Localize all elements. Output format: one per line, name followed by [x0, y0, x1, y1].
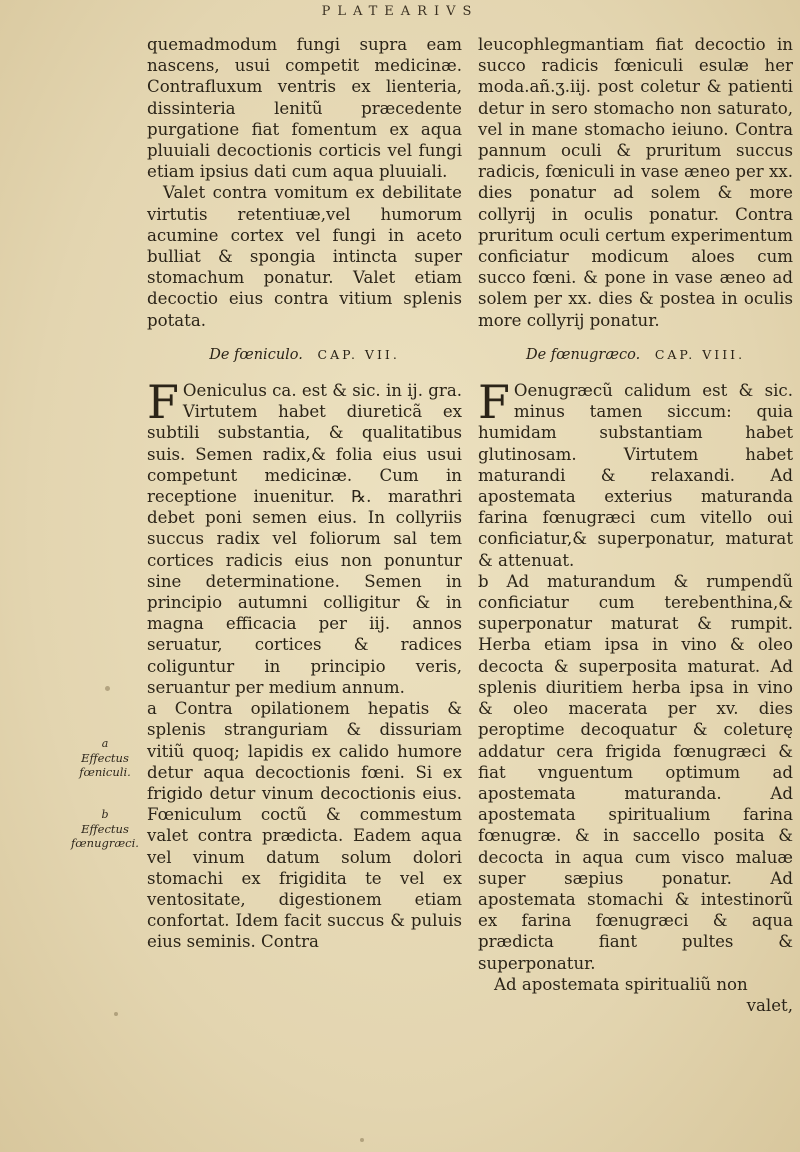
right-paragraph-2	[478, 375, 793, 571]
chapter-heading-fœniculo	[147, 344, 462, 366]
left-column	[147, 34, 462, 953]
right-column	[478, 34, 793, 1016]
marginal-letter: a	[101, 737, 109, 750]
catchword: valet,	[746, 995, 793, 1015]
left-paragraph-3	[147, 375, 462, 698]
right-paragraph-3: b Ad maturandum & rumpendũ conficiatur cum terebenthina,& superponatur maturat & rumpit. Herba etiam ipsa in vino & oleo decocta & superposita maturat. Ad splenis diuritiem herba ipsa in vino & oleo macerata per xv. dies peroptime decoquatur & coleturę addatur cera frigida fœnugræci & fiat vnguentum optimum ad apostemata maturanda. Ad apostemata spiritualium farina fœnugræ. & in saccello posita & decocta in aqua cum visco maluæ super sæpius ponatur. Ad apostemata stomachi & intestinorũ ex farina fœnugræci & aqua prædicta fiant pultes & superponatur.	[478, 571, 793, 973]
chapter-number: CAP. VIII.	[654, 346, 746, 362]
right-paragraph-2-text: Oenugræcũ calidum est & sic. minus tamen siccum: quia humidam substantiam habet glutinosam. Virtutem habet maturandi & relaxandi. Ad apostemata exterius maturanda farina fœnugræci cum vitello oui conficiatur,& superponatur, maturat & attenuat.	[478, 381, 793, 570]
left-paragraph-4: a Contra opilationem hepatis & splenis stranguriam & dissuriam vitiũ quoq; lapidis ex calido humore detur aqua decoctionis fœni. Si ex frigido detur vinum decoctionis eius. Fœniculum coctũ & commestum valet contra prædicta. Eadem aqua vel vinum datum solum dolori stomachi ex frigidita te vel ex ventositate, digestionem etiam confortat. Idem facit succus & puluis eius seminis. Contra	[147, 699, 462, 952]
drop-cap-initial: F	[478, 375, 510, 430]
right-paragraph-1: leucophlegmantiam fiat decoctio in succo radicis fœniculi esulæ her moda.añ.ʒ.iij. post coletur & patienti detur in sero stomacho non saturato, vel in mane stomacho ieiuno. Contra pannum oculi & pruritum succus radicis, fœniculi in vase æneo per xx. dies ponatur ad solem & more collyrij in oculis ponatur. Contra pruritum oculi certum experimentum conficiatur modicum aloes cum succo fœni. & pone in vase æneo ad solem per xx. dies & postea in oculis more collyrij ponatur.	[478, 35, 793, 330]
left-paragraph-1: quemadmodum fungi supra eam nascens, usui competit medicinæ. Contrafluxum ventris ex lienteria, dissinteria lenitũ præcedente purgatione fiat fomentum ex aqua pluuiali decoctionis corticis vel fungi etiam ipsius dati cum aqua pluuiali.	[147, 35, 462, 182]
chapter-heading-fœnugræco	[478, 344, 793, 366]
ink-spot	[360, 1138, 364, 1142]
left-paragraph-2: Valet contra vomitum ex debilitate virtutis retentiuæ,vel humorum acumine cortex vel fungi in aceto bulliat & spongia intincta super stomachum ponatur. Valet etiam decoctio eius contra vitium splenis potata.	[147, 183, 462, 330]
marginal-letter: b	[101, 808, 109, 821]
ink-spot	[114, 1012, 118, 1016]
chapter-title: De fœnugræco.	[525, 346, 641, 363]
marginal-note-a	[70, 737, 140, 779]
marginal-text: Effectus fœniculi.	[79, 751, 131, 779]
marginal-text: Effectus fœnugræci.	[71, 822, 139, 850]
chapter-number: CAP. VII.	[317, 346, 400, 362]
right-paragraph-4: Ad apostemata spiritualiũ non	[494, 974, 748, 994]
left-paragraph-3-text: Oeniculus ca. est & sic. in ij. gra. Virtutem habet diureticã ex subtili substantia, & qualitatibus suis. Semen radix,& folia eius usui competunt medicinæ. Cum in receptione inuenitur. ℞. marathri debet poni semen eius. In collyriis succus radix vel foliorum sal tem cortices radicis eius non ponuntur sine determinatione. Semen in principio autumni colligitur & in magna efficacia per iij. annos seruatur, cortices & radices coliguntur in principio veris, seruantur per medium annum.	[147, 381, 462, 697]
drop-cap-initial: F	[147, 375, 179, 430]
chapter-title: De fœniculo.	[209, 346, 303, 363]
ink-spot	[105, 686, 110, 691]
marginal-note-b	[70, 808, 140, 850]
running-head: PLATEARIVS	[321, 4, 479, 19]
